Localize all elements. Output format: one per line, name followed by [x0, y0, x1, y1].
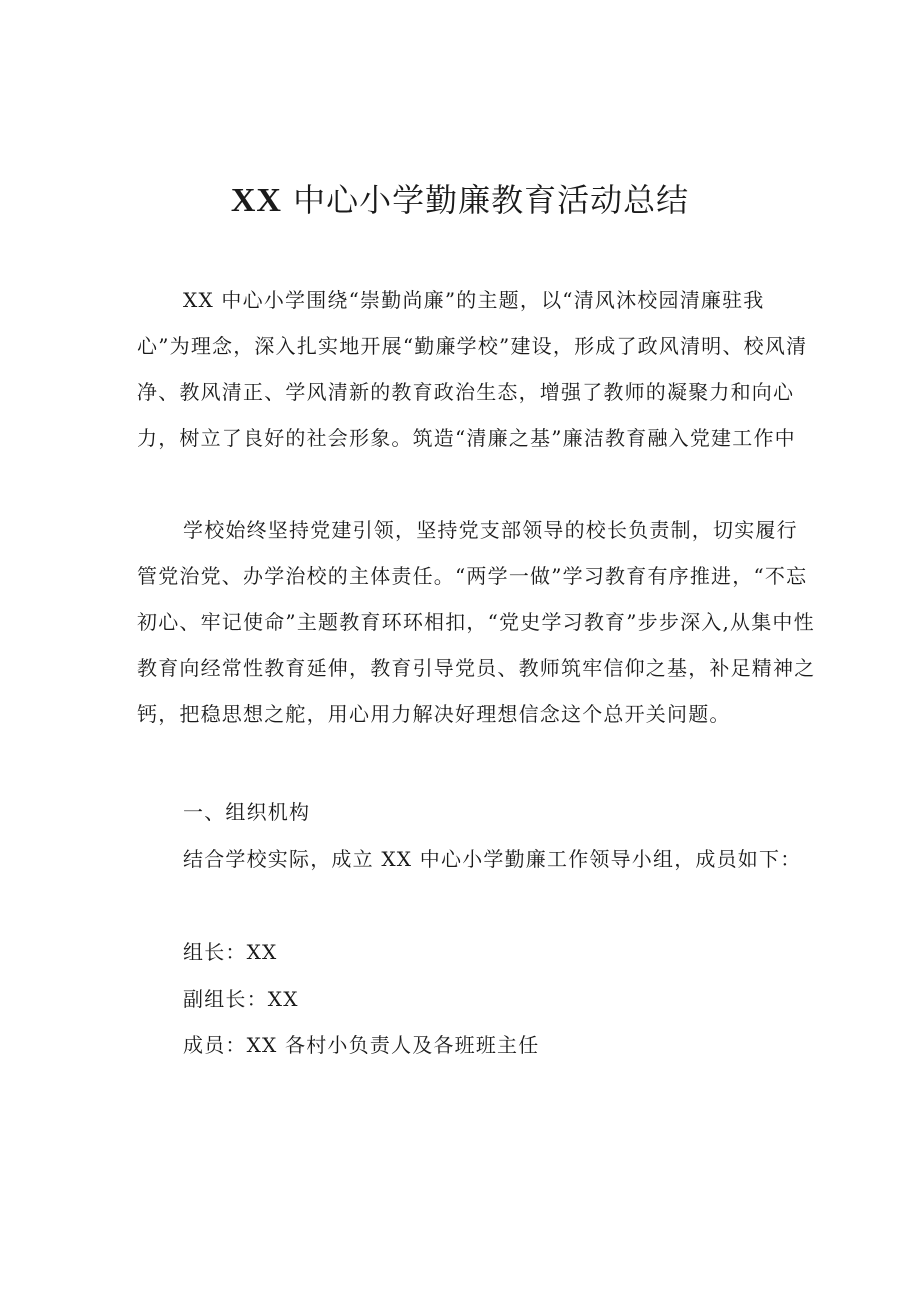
member-deputy-leader: 副组长：XX [183, 987, 299, 1011]
paragraph-intro: XX 中心小学围绕“崇勤尚廉”的主题，以“清风沐校园清廉驻我心”为理念，深入扎实地开展“勤廉学校”建设，形成了政风清明、校风清净、教风清正、学风清新的教育政治生态，增强了教师的凝聚力和向心力，树立了良好的社会形象。筑造“清廉之基”廉洁教育融入党建工作中 [137, 288, 808, 450]
section-heading: 一、组织机构 [183, 800, 311, 824]
title-text: 中心小学勤廉教育活动总结 [281, 181, 690, 219]
title-prefix: XX [230, 182, 282, 219]
member-leader: 组长：XX [183, 940, 278, 964]
paragraph-party-building: 学校始终坚持党建引领，坚持党支部领导的校长负责制，切实履行管党治党、办学治校的主体责任。“两学一做”学习教育有序推进，“不忘初心、牢记使命”主题教育环环相扣，“党史学习教育”步步深入,从集中性教育向经常性教育延伸，教育引导党员、教师筑牢信仰之基，补足精神之钙，把稳思想之舵，用心用力解决好理想信念这个总开关问题。 [137, 518, 816, 726]
member-members: 成员：XX 各村小负责人及各班班主任 [183, 1033, 540, 1057]
document-title [0, 178, 920, 223]
paragraph-group-intro: 结合学校实际，成立 XX 中心小学勤廉工作领导小组，成员如下： [183, 847, 802, 871]
